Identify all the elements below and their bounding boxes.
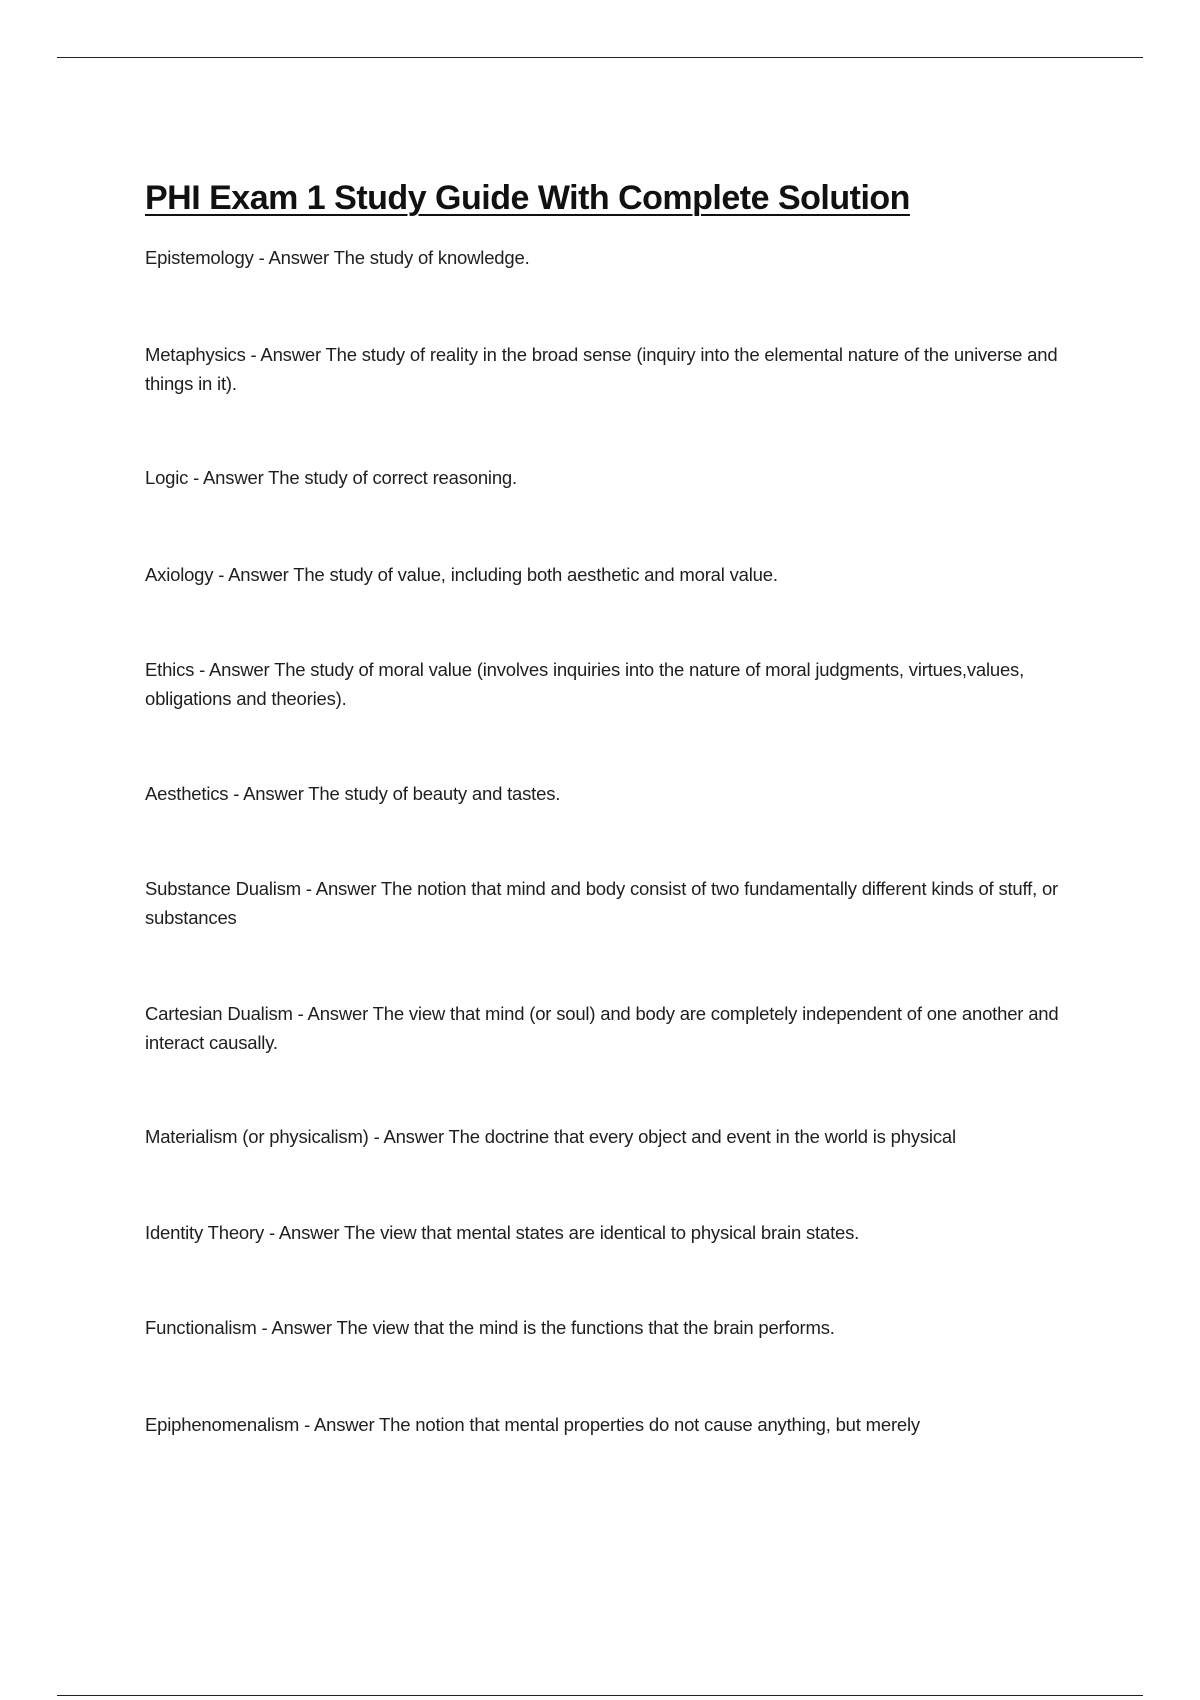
list-item: Ethics - Answer The study of moral value (involves inquiries into the nature of moral judgments, virtues,values, obligations and theories).	[145, 659, 1025, 709]
list-item: Substance Dualism - Answer The notion that mind and body consist of two fundamentally different kinds of stuff, or substances	[145, 878, 1058, 928]
list-item: Materialism (or physicalism) - Answer The doctrine that every object and event in the world is physical	[145, 1126, 956, 1147]
list-item: Cartesian Dualism - Answer The view that mind (or soul) and body are completely independent of one another and interact causally.	[145, 1003, 1059, 1053]
list-item: Metaphysics - Answer The study of reality in the broad sense (inquiry into the elemental nature of the universe and things in it).	[145, 344, 1058, 394]
list-item: Logic - Answer The study of correct reasoning.	[145, 467, 517, 488]
list-item: Axiology - Answer The study of value, including both aesthetic and moral value.	[145, 564, 778, 585]
page-title: PHI Exam 1 Study Guide With Complete Solution	[145, 179, 910, 217]
list-item: Identity Theory - Answer The view that mental states are identical to physical brain states.	[145, 1222, 860, 1243]
list-item: Functionalism - Answer The view that the mind is the functions that the brain performs.	[145, 1317, 835, 1338]
list-item: Epiphenomenalism - Answer The notion that mental properties do not cause anything, but merely	[145, 1414, 920, 1435]
list-item: Aesthetics - Answer The study of beauty and tastes.	[145, 783, 561, 804]
top-rule	[57, 57, 1143, 58]
document-body	[145, 176, 1090, 1435]
list-item: Epistemology - Answer The study of knowledge.	[145, 247, 530, 268]
bottom-rule	[57, 1695, 1143, 1696]
